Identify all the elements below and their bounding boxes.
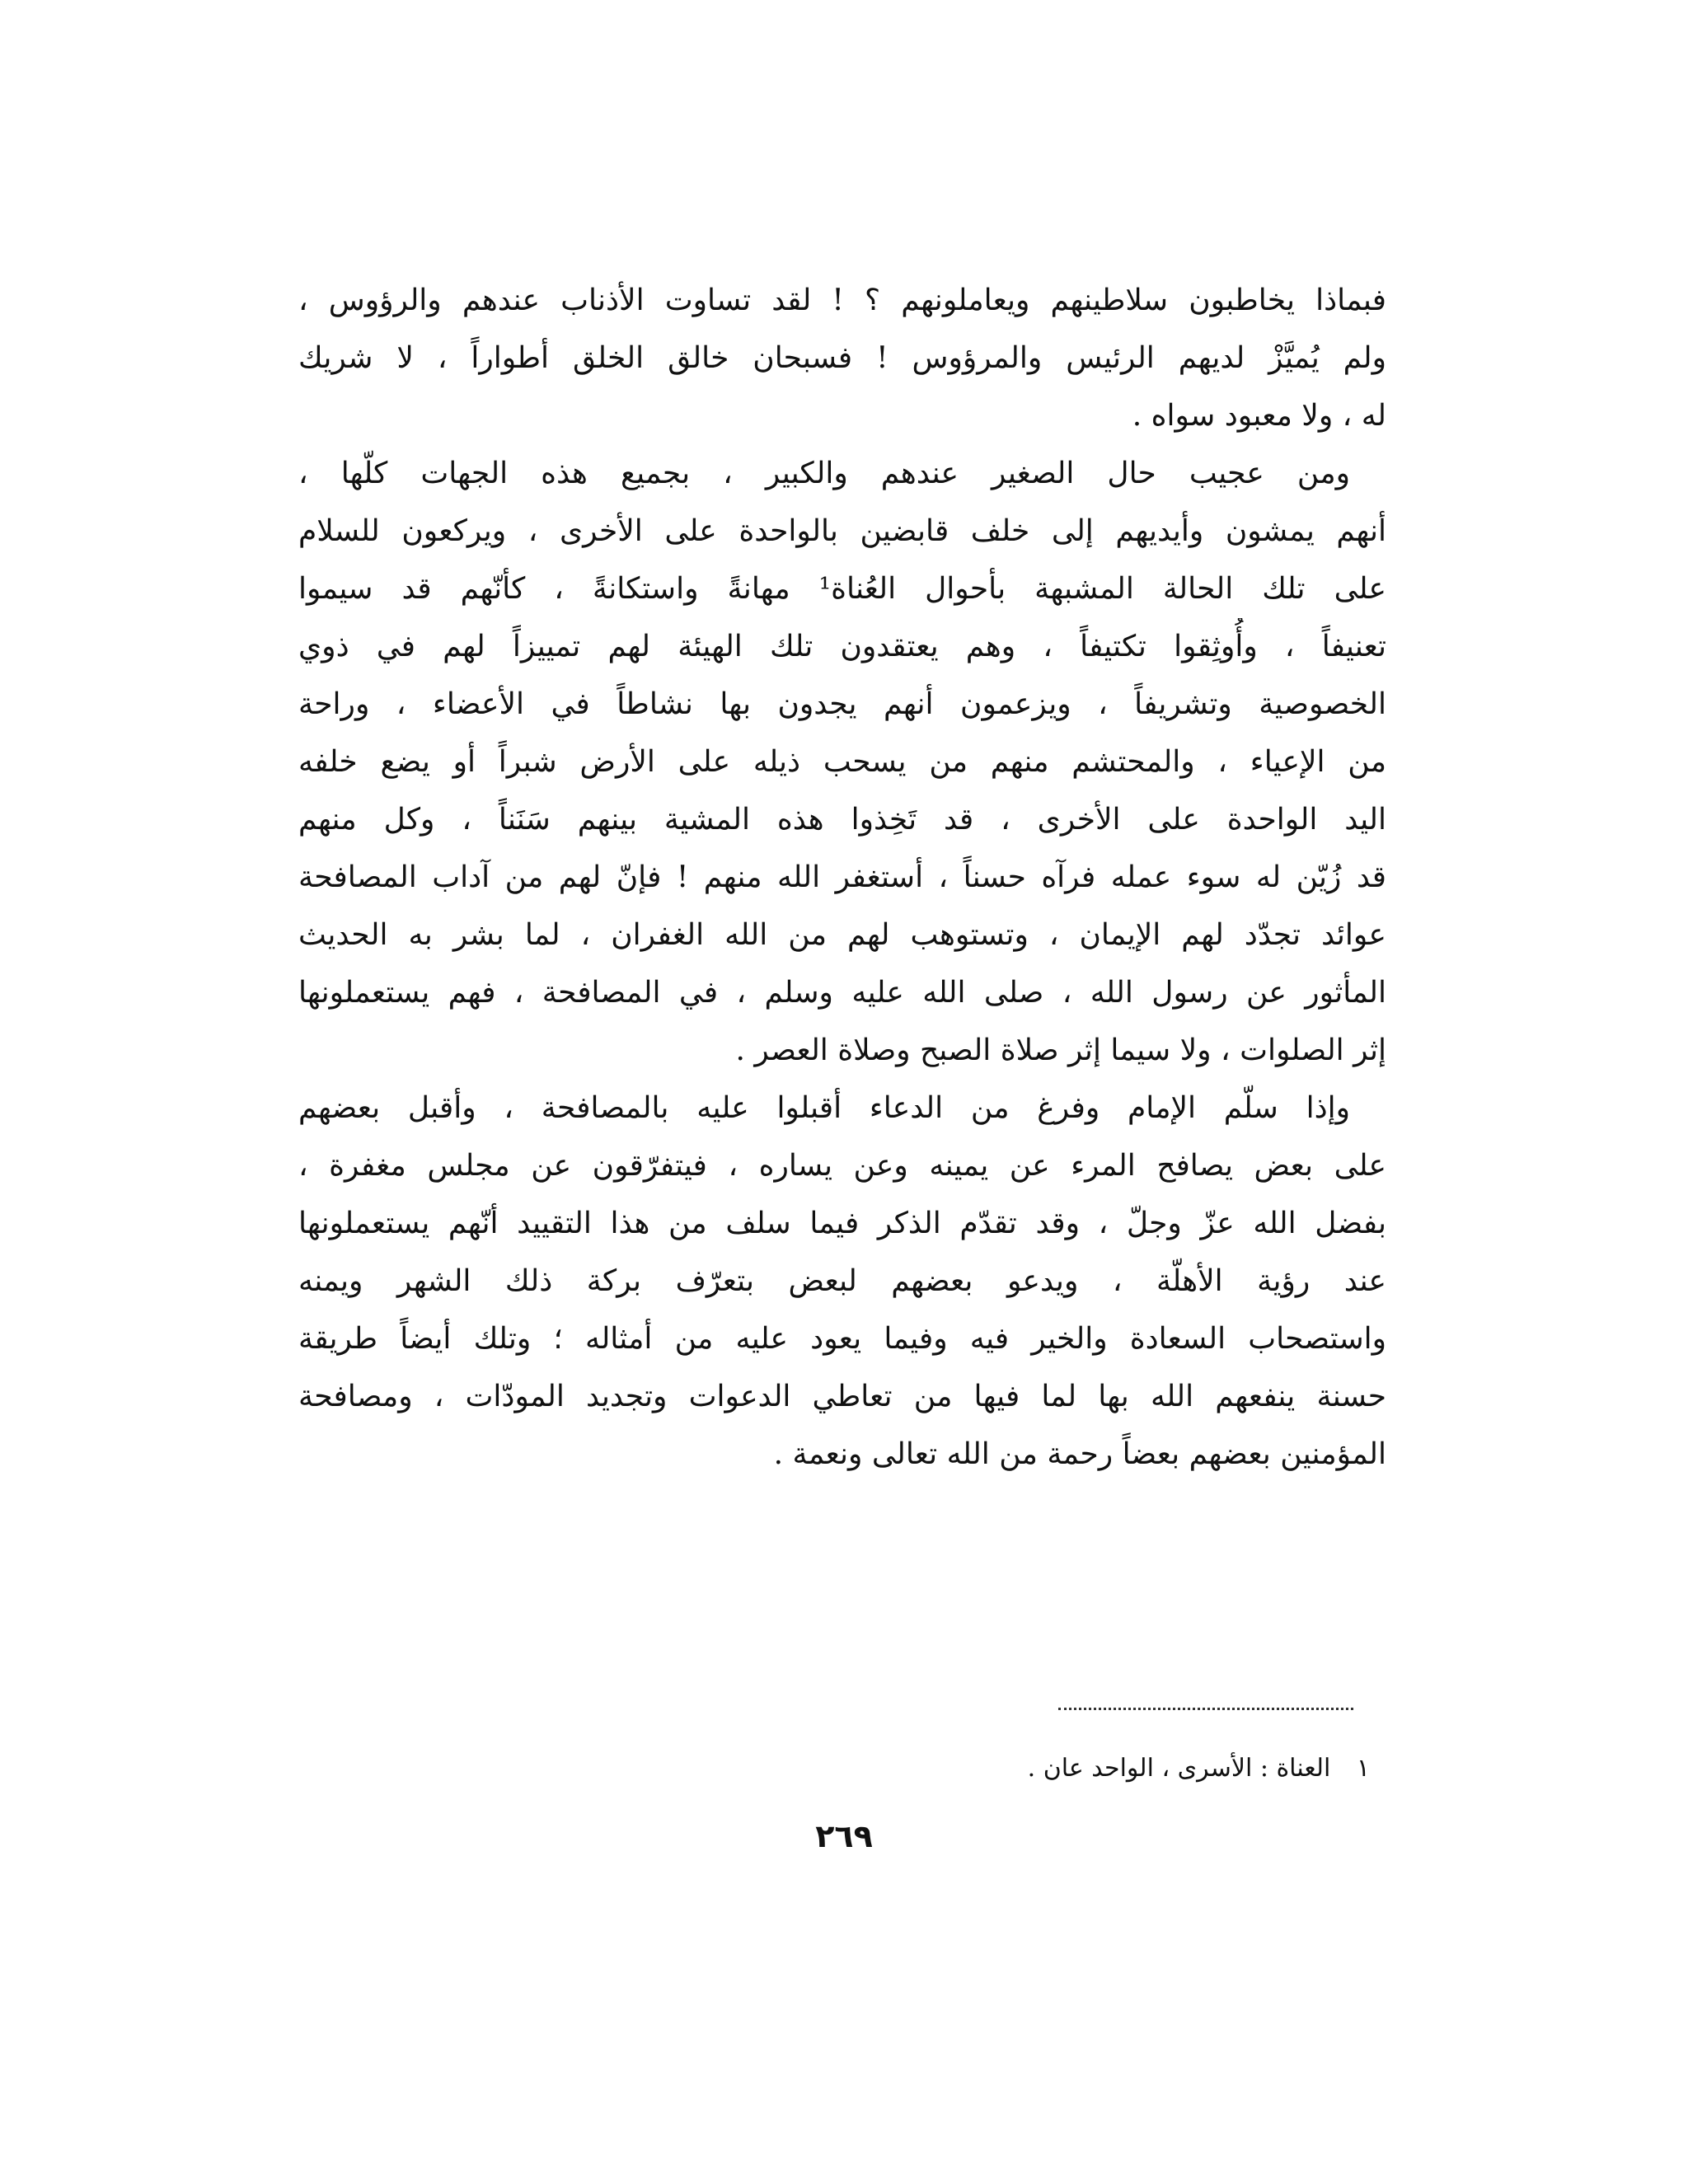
text-line: أنهم يمشون وأيديهم إلى خلف قابضين بالواحدة على الأخرى ، ويركعون للسلام <box>298 514 1386 548</box>
text-line: له ، ولا معبود سواه . <box>1132 399 1386 433</box>
text-line: المؤمنين بعضهم بعضاً رحمة من الله تعالى ونعمة . <box>773 1437 1386 1471</box>
main-text <box>298 272 1386 1483</box>
page-number: ٢٦٩ <box>815 1818 873 1854</box>
footnote-separator <box>1058 1708 1353 1710</box>
text-line: اليد الواحدة على الأخرى ، قد تَخِذوا هذه المشية بينهم سَنَناً ، وكل منهم <box>298 803 1386 837</box>
footnote <box>841 1746 1370 1792</box>
text-line: قد زُيّن له سوء عمله فرآه حسناً ، أستغفر الله منهم ! فإنّ لهم من آداب المصافحة <box>298 860 1386 894</box>
text-line: تعنيفاً ، وأُوثِقوا تكتيفاً ، وهم يعتقدون تلك الهيئة لهم تمييزاً لهم في ذوي <box>298 630 1386 663</box>
text-line: عند رؤية الأهلّة ، ويدعو بعضهم لبعض بتعرّف بركة ذلك الشهر ويمنه <box>298 1264 1386 1298</box>
text-line: وإذا سلّم الإمام وفرغ من الدعاء أقبلوا عليه بالمصافحة ، وأقبل بعضهم <box>298 1091 1351 1125</box>
footnote-marker: ١ <box>1356 1754 1370 1783</box>
text-line: المأثور عن رسول الله ، صلى الله عليه وسلم ، في المصافحة ، فهم يستعملونها <box>298 976 1386 1010</box>
paragraph <box>298 272 1386 445</box>
text-line: ومن عجيب حال الصغير عندهم والكبير ، بجميع هذه الجهات كلّها ، <box>298 457 1350 490</box>
paragraph <box>298 445 1386 1080</box>
text-line: فبماذا يخاطبون سلاطينهم ويعاملونهم ؟ ! لقد تساوت الأذناب عندهم والرؤوس ، <box>298 284 1386 317</box>
paragraph <box>298 1080 1386 1483</box>
text-line: إثر الصلوات ، ولا سيما إثر صلاة الصبح وصلاة العصر . <box>735 1033 1386 1067</box>
text-line: على تلك الحالة المشبهة بأحوال العُناة¹ مهانةً واستكانةً ، كأنّهم قد سيموا <box>298 572 1386 606</box>
footnote-text: العناة : الأسرى ، الواحد عان . <box>1027 1754 1331 1783</box>
text-line: حسنة ينفعهم الله بها لما فيها من تعاطي الدعوات وتجديد المودّات ، ومصافحة <box>298 1380 1386 1413</box>
text-line: ولم يُميَّزْ لديهم الرئيس والمرؤوس ! فسبحان خالق الخلق أطواراً ، لا شريك <box>298 341 1386 375</box>
text-line: على بعض يصافح المرء عن يمينه وعن يساره ، فيتفرّقون عن مجلس مغفرة ، <box>298 1149 1386 1183</box>
text-line: واستصحاب السعادة والخير فيه وفيما يعود عليه من أمثاله ؛ وتلك أيضاً طريقة <box>298 1322 1386 1356</box>
text-line: من الإعياء ، والمحتشم منهم من يسحب ذيله على الأرض شبراً أو يضع خلفه <box>298 745 1386 779</box>
text-line: بفضل الله عزّ وجلّ ، وقد تقدّم الذكر فيما سلف من هذا التقييد أنّهم يستعملونها <box>298 1207 1386 1240</box>
text-line: الخصوصية وتشريفاً ، ويزعمون أنهم يجدون بها نشاطاً في الأعضاء ، وراحة <box>298 687 1386 721</box>
text-line: عوائد تجدّد لهم الإيمان ، وتستوهب لهم من الله الغفران ، لما بشر به الحديث <box>298 918 1386 952</box>
